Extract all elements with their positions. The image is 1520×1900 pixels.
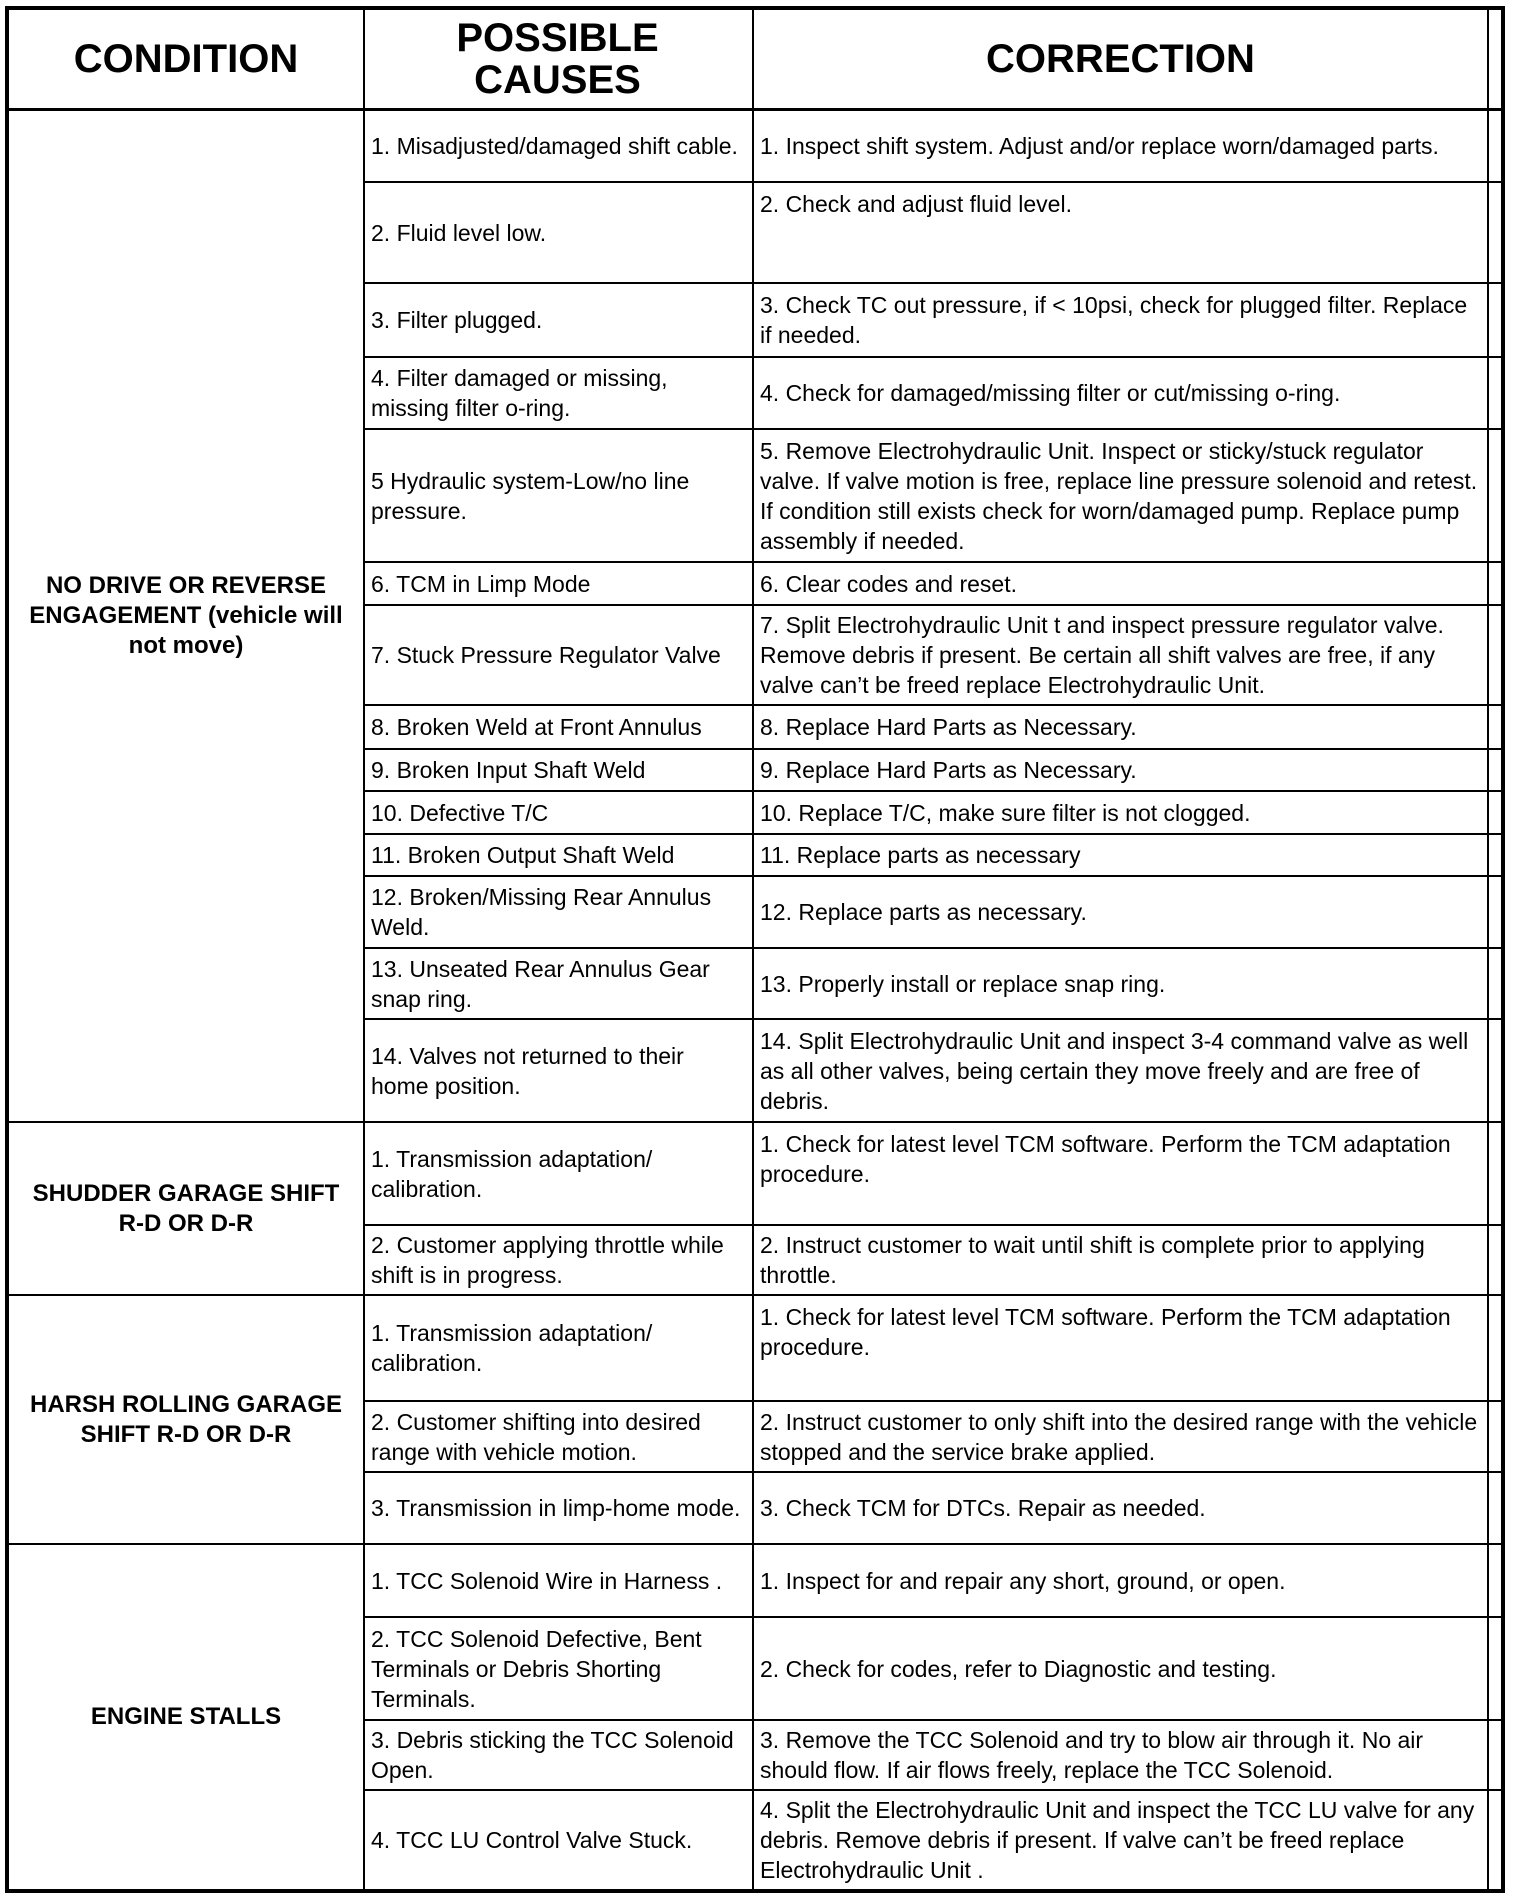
condition-cell [9,1123,363,1294]
cause-cell [365,606,752,704]
correction-text: 3. Check TCM for DTCs. Repair as needed. [760,1495,1206,1521]
correction-text: 2. Check for codes, refer to Diagnostic and testing. [760,1655,1277,1682]
correction-cell [754,1123,1487,1224]
correction-cell [754,1791,1487,1889]
correction-text: 1. Inspect for and repair any short, ground, or open. [760,1567,1286,1594]
correction-text: 7. Split Electrohydraulic Unit t and inspect pressure regulator valve. Remove debris if present. Be certain all shift valves are free, if any valve can’t be freed replace Electrohydraulic Unit. [760,612,1444,698]
cause-text: 3. Transmission in limp-home mode. [371,1495,741,1521]
correction-text: 5. Remove Electrohydraulic Unit. Inspect or sticky/stuck regulator valve. If valve motion is free, replace line pressure solenoid and retest. If condition still exists check for worn/damaged pump. Replace pump assembly if needed. [760,437,1478,554]
correction-cell [754,1721,1487,1789]
correction-text: 2. Check and adjust fluid level. [760,191,1072,217]
cause-text: 6. TCM in Limp Mode [371,570,591,597]
correction-cell [754,606,1487,704]
cause-text: 11. Broken Output Shaft Weld [371,842,675,868]
correction-cell [754,1020,1487,1121]
correction-text: 2. Instruct customer to only shift into the desired range with the vehicle stopped and the service brake applied. [760,1408,1478,1465]
cause-text: 2. Customer shifting into desired range with vehicle motion. [371,1408,701,1465]
correction-text: 2. Instruct customer to wait until shift is complete prior to applying throttle. [760,1232,1425,1288]
correction-cell [754,430,1487,561]
header-condition [9,10,363,108]
correction-cell [754,877,1487,947]
correction-cell [754,1618,1487,1719]
correction-cell [754,792,1487,833]
correction-cell [754,1545,1487,1616]
cause-text: 4. TCC LU Control Valve Stuck. [371,1827,693,1853]
correction-text: 8. Replace Hard Parts as Necessary. [760,714,1137,740]
correction-cell [754,1402,1487,1471]
cause-cell [365,1123,752,1224]
cause-cell [365,1721,752,1789]
correction-text: 12. Replace parts as necessary. [760,899,1087,925]
condition-cell [9,110,363,1121]
cause-text: 1. Transmission adaptation/ calibration. [371,1320,653,1376]
header-condition-label: CONDITION [73,37,299,81]
correction-text: 11. Replace parts as necessary [760,842,1081,868]
cause-cell [365,110,752,181]
cause-text: 1. TCC Solenoid Wire in Harness . [371,1567,723,1594]
condition-cell [9,1296,363,1543]
cause-cell [365,835,752,875]
correction-text: 4. Check for damaged/missing filter or cut/missing o-ring. [760,380,1341,406]
cause-text: 5 Hydraulic system-Low/no line pressure. [371,467,690,524]
correction-cell [754,706,1487,748]
header-correction [754,10,1487,108]
cause-cell [365,183,752,282]
cause-cell [365,1791,752,1889]
correction-text: 3. Check TC out pressure, if < 10psi, check for plugged filter. Replace if needed. [760,292,1468,348]
correction-text: 10. Replace T/C, make sure filter is not clogged. [760,799,1251,826]
correction-cell [754,750,1487,790]
cause-text: 10. Defective T/C [371,799,549,826]
cause-text: 1. Misadjusted/damaged shift cable. [371,132,738,159]
correction-text: 6. Clear codes and reset. [760,570,1017,597]
correction-cell [754,835,1487,875]
cause-text: 12. Broken/Missing Rear Annulus Weld. [371,884,712,940]
correction-text: 14. Split Electrohydraulic Unit and inspect 3-4 command valve as well as all other valves, being certain they move freely and are free of debris. [760,1027,1469,1114]
cause-cell [365,284,752,356]
correction-cell [754,284,1487,356]
correction-cell [754,183,1487,282]
condition-label: ENGINE STALLS [90,1703,282,1730]
correction-text: 3. Remove the TCC Solenoid and try to blow air through it. No air should flow. If air flows freely, replace the TCC Solenoid. [760,1727,1424,1783]
cause-cell [365,706,752,748]
cause-cell [365,792,752,833]
cause-cell [365,563,752,604]
cause-text: 9. Broken Input Shaft Weld [371,757,646,783]
cause-cell [365,1020,752,1121]
cause-cell [365,1296,752,1400]
correction-cell [754,563,1487,604]
cause-cell [365,430,752,561]
correction-cell [754,1226,1487,1294]
cause-cell [365,1618,752,1719]
correction-cell [754,110,1487,181]
correction-text: 1. Inspect shift system. Adjust and/or replace worn/damaged parts. [760,132,1439,159]
cause-text: 4. Filter damaged or missing, missing filter o-ring. [371,365,668,421]
cause-text: 13. Unseated Rear Annulus Gear snap ring. [371,955,710,1012]
condition-label: NO DRIVE OR REVERSE ENGAGEMENT (vehicle will not move) [29,571,343,659]
correction-text: 1. Check for latest level TCM software. Perform the TCM adaptation procedure. [760,1304,1451,1360]
correction-cell [754,1296,1487,1400]
cause-text: 1. Transmission adaptation/ calibration. [371,1145,653,1202]
header-causes-label: POSSIBLE CAUSES [456,16,659,102]
cause-text: 3. Filter plugged. [371,307,543,333]
cause-cell [365,750,752,790]
correction-text: 1. Check for latest level TCM software. Perform the TCM adaptation procedure. [760,1131,1451,1187]
correction-cell [754,358,1487,428]
cause-text: 8. Broken Weld at Front Annulus [371,714,702,740]
correction-cell [754,949,1487,1018]
cause-text: 2. Fluid level low. [371,219,547,246]
header-possible-causes [365,10,750,108]
cause-cell [365,1226,752,1294]
condition-label: SHUDDER GARAGE SHIFT R-D OR D-R [32,1179,340,1237]
correction-text: 4. Split the Electrohydraulic Unit and inspect the TCC LU valve for any debris. Remove debris if present. If valve can’t be freed replace Electrohydraulic Unit . [760,1797,1475,1883]
cause-cell [365,877,752,947]
cause-cell [365,949,752,1018]
correction-cell [754,1473,1487,1543]
correction-text: 9. Replace Hard Parts as Necessary. [760,757,1137,783]
cause-text: 3. Debris sticking the TCC Solenoid Open. [371,1727,734,1783]
cause-cell [365,358,752,428]
cause-cell [365,1545,752,1616]
cause-text: 14. Valves not returned to their home position. [371,1042,684,1099]
cause-cell [365,1402,752,1471]
condition-cell [9,1545,363,1889]
cause-cell [365,1473,752,1543]
header-correction-label: CORRECTION [986,37,1255,81]
correction-text: 13. Properly install or replace snap ring. [760,970,1166,997]
column-divider [1487,10,1489,1889]
diagnosis-table [5,6,1505,1893]
cause-text: 2. TCC Solenoid Defective, Bent Terminals or Debris Shorting Terminals. [371,1625,702,1712]
condition-label: HARSH ROLLING GARAGE SHIFT R-D OR D-R [30,1390,342,1448]
cause-text: 2. Customer applying throttle while shift is in progress. [371,1232,724,1288]
cause-text: 7. Stuck Pressure Regulator Valve [371,642,721,668]
